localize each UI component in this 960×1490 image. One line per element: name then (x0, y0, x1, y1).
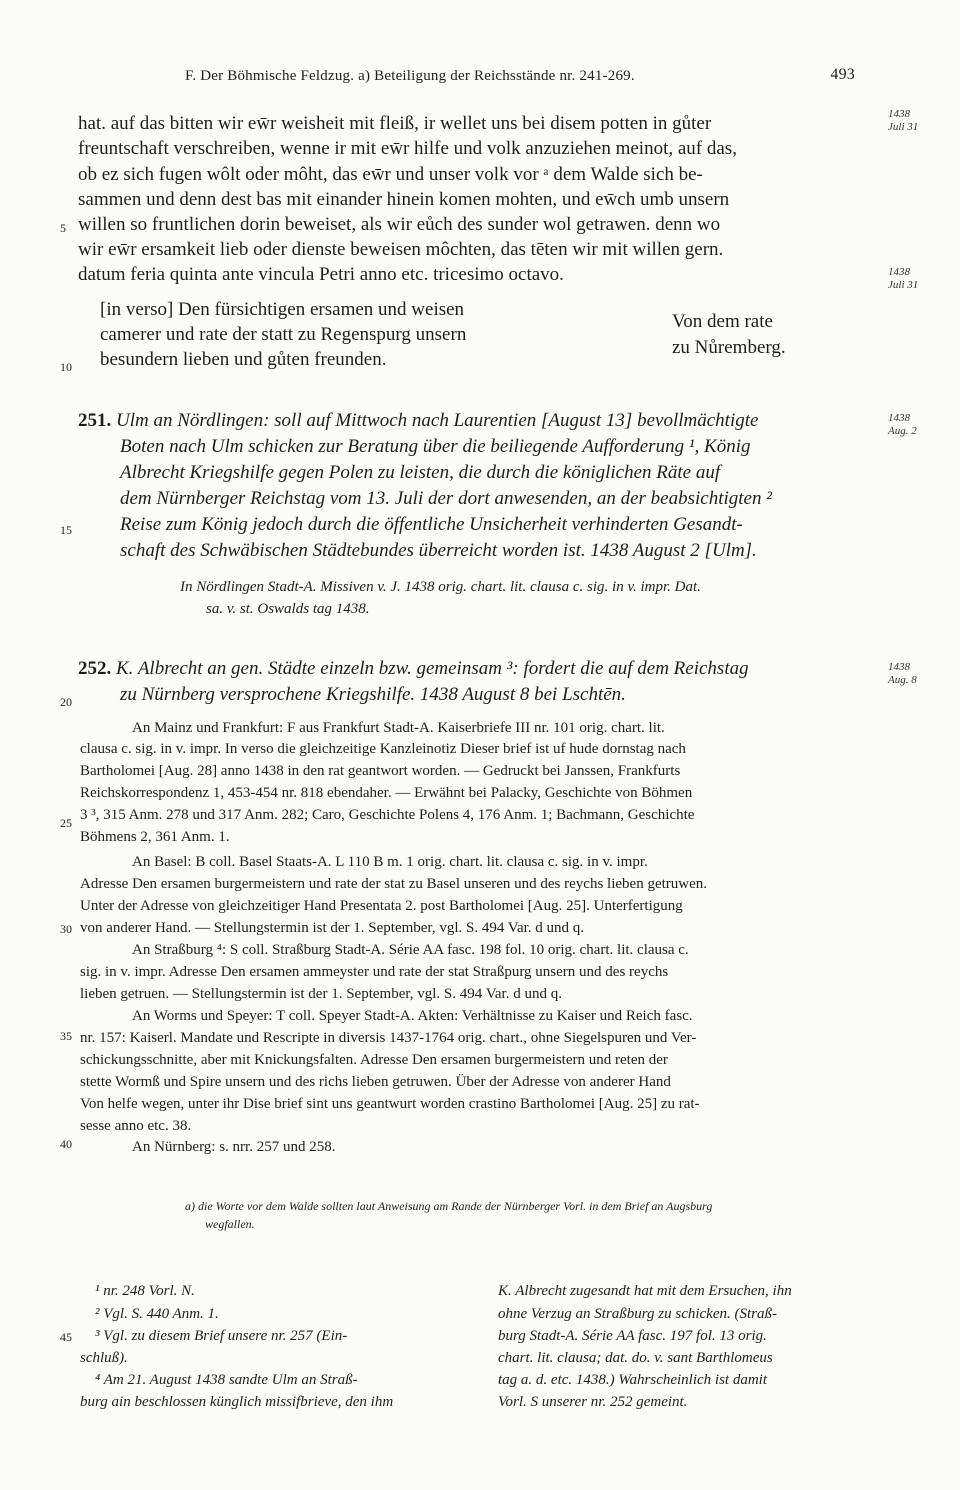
margin-note-year: 1438 (888, 412, 910, 424)
margin-note-year: 1438 (888, 108, 910, 120)
margin-note-date: Juli 31 (888, 279, 919, 291)
verso-address-line: besundern lieben und gůten freunden. (100, 349, 387, 370)
margin-date-note (888, 266, 918, 292)
footnote-right: K. Albrecht zugesandt hat mit dem Ersuchen, ihn (498, 1283, 792, 1299)
doc251-source: sa. v. st. Oswalds tag 1438. (206, 601, 370, 617)
footnote-right: burg Stadt-A. Série AA fasc. 197 fol. 13 orig. (498, 1328, 767, 1344)
doc252-number: 252. (78, 658, 112, 679)
doc251-text: Ulm an Nördlingen: soll auf Mittwoch nach Laurentien [August 13] bevollmächtigte (116, 410, 759, 431)
doc251-regest-line: schaft des Schwäbischen Städtebundes überreicht worden ist. 1438 August 2 [Ulm]. (120, 540, 757, 561)
doc252-text: K. Albrecht an gen. Städte einzeln bzw. gemeinsam ³: fordert die auf dem Reichstag (116, 658, 749, 679)
line-number: 40 (60, 1137, 72, 1151)
footnote-left: ³ Vgl. zu diesem Brief unsere nr. 257 (Ein- (95, 1328, 348, 1344)
page-number: 493 (830, 66, 855, 83)
apparatus-line: lieben getruen. — Stellungstermin ist der 1. September, vgl. S. 494 Var. d und q. (80, 986, 562, 1002)
letter-line: sammen und denn dest bas mit einander hinein komen mohten, und ew̄ch umb unsern (78, 189, 730, 210)
doc252-regest-line: zu Nürnberg versprochene Kriegshilfe. 1438 August 8 bei Lschtēn. (120, 684, 626, 705)
running-header (185, 68, 885, 85)
apparatus-line: 3 ³, 315 Anm. 278 und 317 Anm. 282; Caro, Geschichte Polens 4, 176 Anm. 1; Bachmann, Geschichte (80, 807, 695, 823)
margin-note-year: 1438 (888, 661, 910, 673)
line-number: 20 (60, 695, 72, 709)
line-number: 15 (60, 523, 72, 537)
sender-line: Von dem rate (672, 311, 773, 332)
letter-line: datum feria quinta ante vincula Petri anno etc. tricesimo octavo. (78, 264, 564, 285)
doc251-regest-line: Reise zum König jedoch durch die öffentliche Unsicherheit verhinderten Gesandt- (120, 514, 743, 535)
footnote-left: ² Vgl. S. 440 Anm. 1. (95, 1306, 219, 1322)
footnote-left: ¹ nr. 248 Vorl. N. (95, 1283, 195, 1299)
line-number: 25 (60, 816, 72, 830)
line-number: 10 (60, 360, 72, 374)
letter-line: willen so fruntlichen dorin beweiset, als wir eůch des sunder wol getrawen. denn wo (78, 214, 721, 235)
apparatus-line: An Mainz und Frankfurt: F aus Frankfurt Stadt-A. Kaiserbriefe III nr. 101 orig. chart. lit. (132, 720, 665, 736)
doc251-source: In Nördlingen Stadt-A. Missiven v. J. 1438 orig. chart. lit. clausa c. sig. in v. impr. Dat. (180, 579, 701, 595)
letter-line: hat. auf das bitten wir ew̄r weisheit mit fleiß, ir wellet uns bei disem potten in gůter (78, 113, 712, 134)
apparatus-line: von anderer Hand. — Stellungstermin ist der 1. September, vgl. S. 494 Var. d und q. (80, 920, 585, 936)
margin-note-date: Aug. 2 (888, 425, 917, 437)
doc251-regest-line (78, 408, 886, 434)
footnote-left: schluß). (80, 1350, 128, 1366)
margin-note-year: 1438 (888, 266, 910, 278)
apparatus-line: An Straßburg ⁴: S coll. Straßburg Stadt-A. Série AA fasc. 198 fol. 10 orig. chart. lit. clausa c. (132, 942, 689, 958)
margin-note-date: Aug. 8 (888, 674, 917, 686)
line-number: 5 (60, 221, 66, 235)
doc251-regest-line: dem Nürnberger Reichstag vom 13. Juli der dort anwesenden, an der beabsichtigten ² (120, 488, 772, 509)
verso-address-line: camerer und rate der statt zu Regenspurg unsern (100, 324, 467, 345)
apparatus-line: Bartholomei [Aug. 28] anno 1438 in den rat geantwort worden. — Gedruckt bei Janssen, Frankfurts (80, 763, 681, 779)
apparatus-line: An Nürnberg: s. nrr. 257 und 258. (132, 1139, 336, 1155)
margin-date-note (888, 412, 917, 438)
doc252-regest-line (78, 656, 886, 682)
footnote-right: chart. lit. clausa; dat. do. v. sant Barthlomeus (498, 1350, 773, 1366)
apparatus-line: Unter der Adresse von gleichzeitiger Hand Presentata 2. post Bartholomei [Aug. 25]. Unterfertigung (80, 898, 683, 914)
margin-date-note (888, 661, 917, 687)
apparatus-line: Böhmens 2, 361 Anm. 1. (80, 829, 230, 845)
letter-line: ob ez sich fugen wôlt oder môht, das ew̄r und unser volk vor ᵃ dem Walde sich be- (78, 164, 703, 185)
footnote-left: ⁴ Am 21. August 1438 sandte Ulm an Straß- (95, 1372, 358, 1388)
apparatus-line: An Worms und Speyer: T coll. Speyer Stadt-A. Akten: Verhältnisse zu Kaiser und Reich fasc. (132, 1008, 693, 1024)
apparatus-line: stette Wormß und Spire unsern und des richs lieben getruwen. Über der Adresse von anderer Hand (80, 1074, 671, 1090)
doc251-regest-line: Boten nach Ulm schicken zur Beratung über die beiliegende Aufforderung ¹, König (120, 436, 751, 457)
margin-note-date: Juli 31 (888, 121, 919, 133)
footnote-right: ohne Verzug an Straßburg zu schicken. (Straß- (498, 1306, 777, 1322)
line-number: 35 (60, 1029, 72, 1043)
apparatus-line: An Basel: B coll. Basel Staats-A. L 110 B m. 1 orig. chart. lit. clausa c. sig. in v. impr. (132, 854, 648, 870)
doc251-number: 251. (78, 410, 112, 431)
apparatus-line: Adresse Den ersamen burgermeistern und rate der stat zu Basel unseren und des reychs lieben getruwen. (80, 876, 708, 892)
footnote-left: burg ain beschlossen künglich missifbrieve, den ihm (80, 1394, 394, 1410)
line-number: 45 (60, 1330, 72, 1344)
verso-address-line: [in verso] Den fürsichtigen ersamen und weisen (100, 299, 465, 320)
apparatus-line: schickungsschnitte, aber mit Knickungsfalten. Adresse Den ersamen burgermeistern und reten der (80, 1052, 668, 1068)
variant-footnote: a) die Worte vor dem Walde sollten laut Anweisung am Rande der Nürnberger Vorl. in dem Brief an Augsburg (185, 1199, 713, 1213)
footnote-right: tag a. d. etc. 1438.) Wahrscheinlich ist damit (498, 1372, 768, 1388)
apparatus-line: Von helfe wegen, unter ihr Dise brief sint uns geantwurt worden crastino Bartholomei [Aug. 25] zu rat- (80, 1096, 700, 1112)
letter-line: wir ew̄r ersamkeit lieb oder dienste beweisen môchten, das tēten wir mit willen gern. (78, 239, 724, 260)
apparatus-line: clausa c. sig. in v. impr. In verso die gleichzeitige Kanzleinotiz Dieser brief ist uf hude dornstag nach (80, 741, 686, 757)
apparatus-line: Reichskorrespondenz 1, 453-454 nr. 818 ebendaher. — Erwähnt bei Palacky, Geschichte von Böhmen (80, 785, 693, 801)
footnote-right: Vorl. S unserer nr. 252 gemeint. (498, 1394, 688, 1410)
running-title: F. Der Böhmische Feldzug. a) Beteiligung der Reichsstände nr. 241-269. (185, 68, 635, 84)
line-number: 30 (60, 922, 72, 936)
apparatus-line: sesse anno etc. 38. (80, 1118, 192, 1134)
apparatus-line: sig. in v. impr. Adresse Den ersamen ammeyster und rate der stat Straßpurg unsern und des reychs (80, 964, 669, 980)
apparatus-line: nr. 157: Kaiserl. Mandate und Rescripte in diversis 1437-1764 orig. chart., ohne Siegelspuren und Ver- (80, 1030, 697, 1046)
doc251-regest-line: Albrecht Kriegshilfe gegen Polen zu leisten, die durch die königlichen Räte auf (120, 462, 721, 483)
margin-date-note (888, 108, 918, 134)
letter-line: freuntschaft verschreiben, wenne ir mit ew̄r hilfe und volk anzuziehen meinot, auf das, (78, 138, 737, 159)
variant-footnote: wegfallen. (205, 1217, 255, 1231)
sender-line: zu Nůremberg. (672, 337, 786, 358)
